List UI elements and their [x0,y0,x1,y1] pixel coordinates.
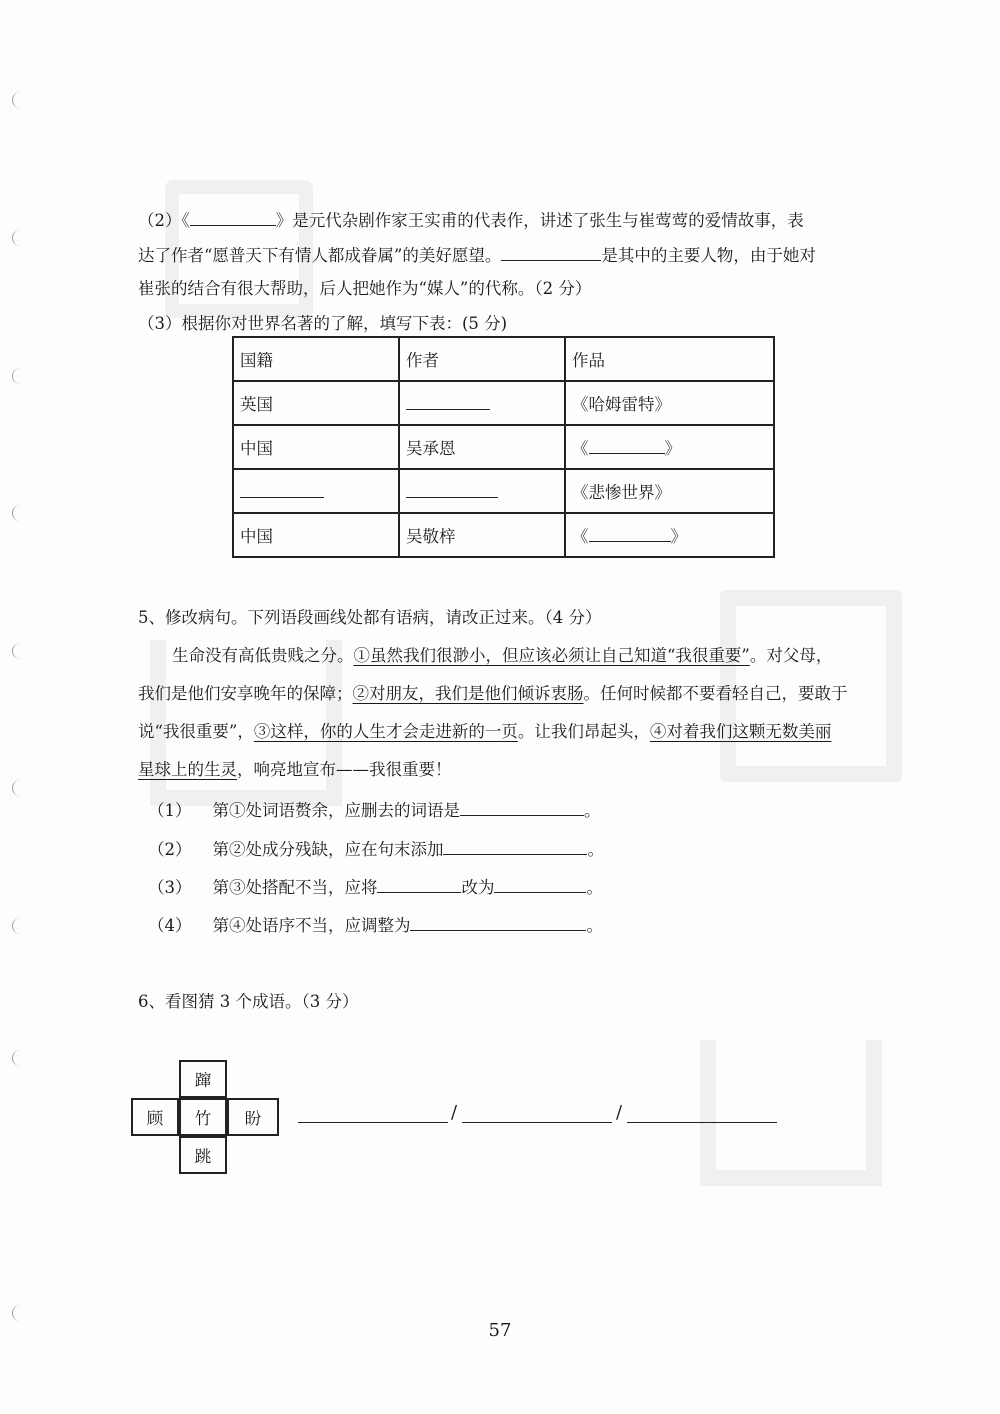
q6-title: 6、看图猜 3 个成语。（3 分） [138,992,359,1011]
q5-sub-2: （2） 第②处成分残缺，应在句末添加 。 [148,840,604,859]
binding-mark [12,1305,21,1321]
q4-2-line2: 达了作者“愿普天下有情人都成眷属”的美好愿望。 是其中的主要人物，由于她对 [138,246,816,265]
grid-cell-right: 盼 [227,1098,279,1136]
nationality-cell [233,469,399,513]
grid-cell-left: 顾 [131,1098,179,1136]
answer-blank-1[interactable] [460,799,584,816]
binding-mark [12,1050,21,1066]
page-number: 57 [488,1320,512,1341]
binding-mark [12,368,21,384]
error-sentence-1: ①虽然我们很渺小，但应该必须让自己知道“我很重要” [353,646,750,665]
grid-cell-top: 蹿 [179,1060,227,1098]
separator: / [451,1102,458,1123]
watermark-shape [700,1040,882,1186]
author-blank[interactable] [406,393,490,410]
q4-2-line1: （2）《 》是元代杂剧作家王实甫的代表作，讲述了张生与崔莺莺的爱情故事，表 [138,211,804,230]
binding-mark [12,918,21,934]
binding-mark [12,505,21,521]
idiom-answer-3[interactable] [627,1122,777,1123]
answer-blank-3a[interactable] [377,876,461,893]
work-cell: 《 》 [565,425,774,469]
q4-3-instruction: （3）根据你对世界名著的了解，填写下表：(5 分) [138,314,508,333]
idiom-answer-1[interactable] [298,1122,448,1123]
binding-mark [12,92,21,108]
error-sentence-2: ②对朋友，我们是他们倾诉衷肠 [352,684,584,703]
book-title-blank[interactable] [190,209,276,226]
error-sentence-4-end: 星球上的生灵 [138,760,237,779]
error-sentence-3: ③这样，你的人生才会走进新的一页 [253,722,518,741]
table-row [233,469,774,513]
author-cell: 吴敬梓 [399,513,565,557]
separator: / [616,1102,623,1123]
header-author: 作者 [399,337,565,381]
author-cell: 吴承恩 [399,425,565,469]
nationality-cell: 中国 [233,425,399,469]
q4-2-line3: 崔张的结合有很大帮助，后人把她作为“媒人”的代称。（2 分） [138,279,592,298]
q5-sub-1: （1） 第①处词语赘余，应删去的词语是 。 [148,801,601,820]
author-blank[interactable] [406,481,498,498]
idiom-answer-2[interactable] [462,1122,612,1123]
q5-passage-line1: 生命没有高低贵贱之分。①虽然我们很渺小，但应该必须让自己知道“我很重要”。对父母， [172,646,833,665]
header-nationality: 国籍 [233,337,399,381]
work-cell: 《 》 [565,513,774,557]
q5-sub-3: （3） 第③处搭配不当，应将 改为 。 [148,878,603,897]
grid-cell-center: 竹 [179,1098,227,1136]
table-row [233,381,774,425]
answer-blank-3b[interactable] [494,876,586,893]
q5-title: 5、修改病句。下列语段画线处都有语病，请改正过来。（4 分） [138,608,602,627]
table-row [233,425,774,469]
work-blank[interactable] [589,525,671,542]
binding-mark [12,230,21,246]
header-work: 作品 [565,337,774,381]
author-cell [399,469,565,513]
q5-passage-line4: 星球上的生灵，响亮地宣布——我很重要！ [138,760,452,779]
binding-mark [12,643,21,659]
nationality-blank[interactable] [240,481,324,498]
nationality-cell: 中国 [233,513,399,557]
nationality-cell: 英国 [233,381,399,425]
author-cell [399,381,565,425]
character-blank[interactable] [501,244,601,261]
q5-passage-line2: 我们是他们安享晚年的保障；②对朋友，我们是他们倾诉衷肠。任何时候都不要看轻自己，要敢于 [138,684,848,703]
world-classics-table [232,336,775,558]
q5-sub-4: （4） 第④处语序不当，应调整为 。 [148,916,603,935]
table-row [233,513,774,557]
binding-mark [12,780,21,796]
error-sentence-4: ④对着我们这颗无数美丽 [649,722,832,741]
work-cell: 《悲惨世界》 [565,469,774,513]
work-blank[interactable] [589,437,665,454]
answer-blank-2[interactable] [443,838,587,855]
grid-cell-bottom: 跳 [179,1136,227,1174]
answer-blank-4[interactable] [410,914,586,931]
work-cell: 《哈姆雷特》 [565,381,774,425]
q5-passage-line3: 说“我很重要”，③这样，你的人生才会走进新的一页。让我们昂起头，④对着我们这颗无数美丽 [138,722,832,741]
table-header-row [233,337,774,381]
